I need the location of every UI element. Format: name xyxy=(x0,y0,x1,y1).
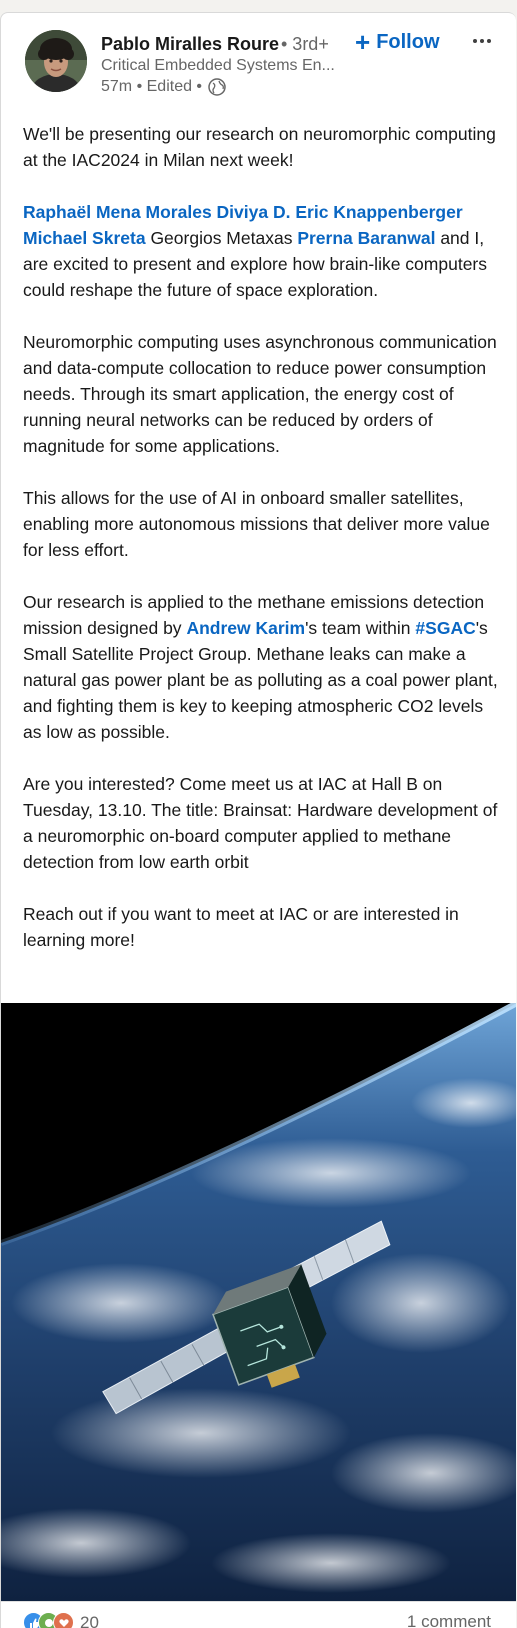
text-span: 's team within xyxy=(305,618,411,638)
post-card xyxy=(0,12,516,1628)
connection-degree: • 3rd+ xyxy=(281,34,329,54)
text-span: Our research is applied to the methane emissions detection mission designed by xyxy=(23,592,485,638)
more-options-button[interactable] xyxy=(467,31,497,51)
follow-label: Follow xyxy=(376,30,440,53)
post-paragraph xyxy=(23,589,503,745)
mention-link[interactable]: Prerna Baranwal xyxy=(297,228,436,248)
post-meta xyxy=(101,78,226,96)
post-paragraph: Are you interested? Come meet us at IAC at Hall B on Tuesday, 13.10. The title: Brainsat: Hardware development of a neuromorphic on-board computer applied to methane detection from low earth orbit xyxy=(23,774,498,872)
post-body xyxy=(23,121,503,979)
follow-button[interactable] xyxy=(355,27,440,57)
comment-count[interactable]: 1 comment xyxy=(406,1612,491,1628)
mentions-tail: and I, are excited to present and explore how brain-like computers could reshape the future of space exploration. xyxy=(23,228,487,300)
reaction-count: 20 xyxy=(80,1612,99,1628)
post-time: 57m • Edited • xyxy=(101,78,203,95)
avatar-photo xyxy=(25,30,87,92)
text-span: 's Small Satellite Project Group. Methane leaks can make a natural gas power plant be as polluting as a coal power plant, and fighting them is key to keeping atmospheric CO2 levels as low as possible. xyxy=(23,618,498,742)
post-paragraph: This allows for the use of AI in onboard smaller satellites, enabling more autonomous missions that deliver more value for less effort. xyxy=(23,488,490,560)
post-paragraph: We'll be presenting our research on neuromorphic computing at the IAC2024 in Milan next week! xyxy=(23,124,496,170)
globe-icon xyxy=(208,78,226,96)
mention-link[interactable]: Raphaël Mena Morales xyxy=(23,202,212,222)
mention-plain: Georgios Metaxas xyxy=(150,228,293,248)
plus-icon: + xyxy=(355,27,371,57)
post-mentions-paragraph xyxy=(23,199,503,303)
post-paragraph: Reach out if you want to meet at IAC or are interested in learning more! xyxy=(23,904,459,950)
hashtag-link[interactable]: #SGAC xyxy=(415,618,476,638)
more-icon-dot xyxy=(487,39,491,43)
post-paragraph: Neuromorphic computing uses asynchronous communication and data-compute collocation to reduce power consumption needs. Through its smart application, the energy cost of running neural networks can be reduced by orders of magnitude for some applications. xyxy=(23,332,497,456)
feed-background xyxy=(0,0,517,12)
author-avatar[interactable] xyxy=(25,30,87,92)
mention-link[interactable]: Eric Knappenberger xyxy=(295,202,463,222)
post-image[interactable] xyxy=(1,1003,516,1601)
mention-link[interactable]: Andrew Karim xyxy=(186,618,306,638)
social-counts-bar xyxy=(1,1601,516,1628)
author-name[interactable]: Pablo Miralles Roure xyxy=(101,34,280,54)
reactions-summary[interactable] xyxy=(23,1612,99,1628)
more-icon xyxy=(473,39,477,43)
love-icon xyxy=(53,1612,74,1628)
author-headline: Critical Embedded Systems En... xyxy=(101,57,335,74)
more-icon-dot xyxy=(480,39,484,43)
mention-link[interactable]: Michael Skreta xyxy=(23,228,146,248)
mention-link[interactable]: Diviya D. xyxy=(216,202,291,222)
satellite-earth-image xyxy=(1,1003,516,1601)
